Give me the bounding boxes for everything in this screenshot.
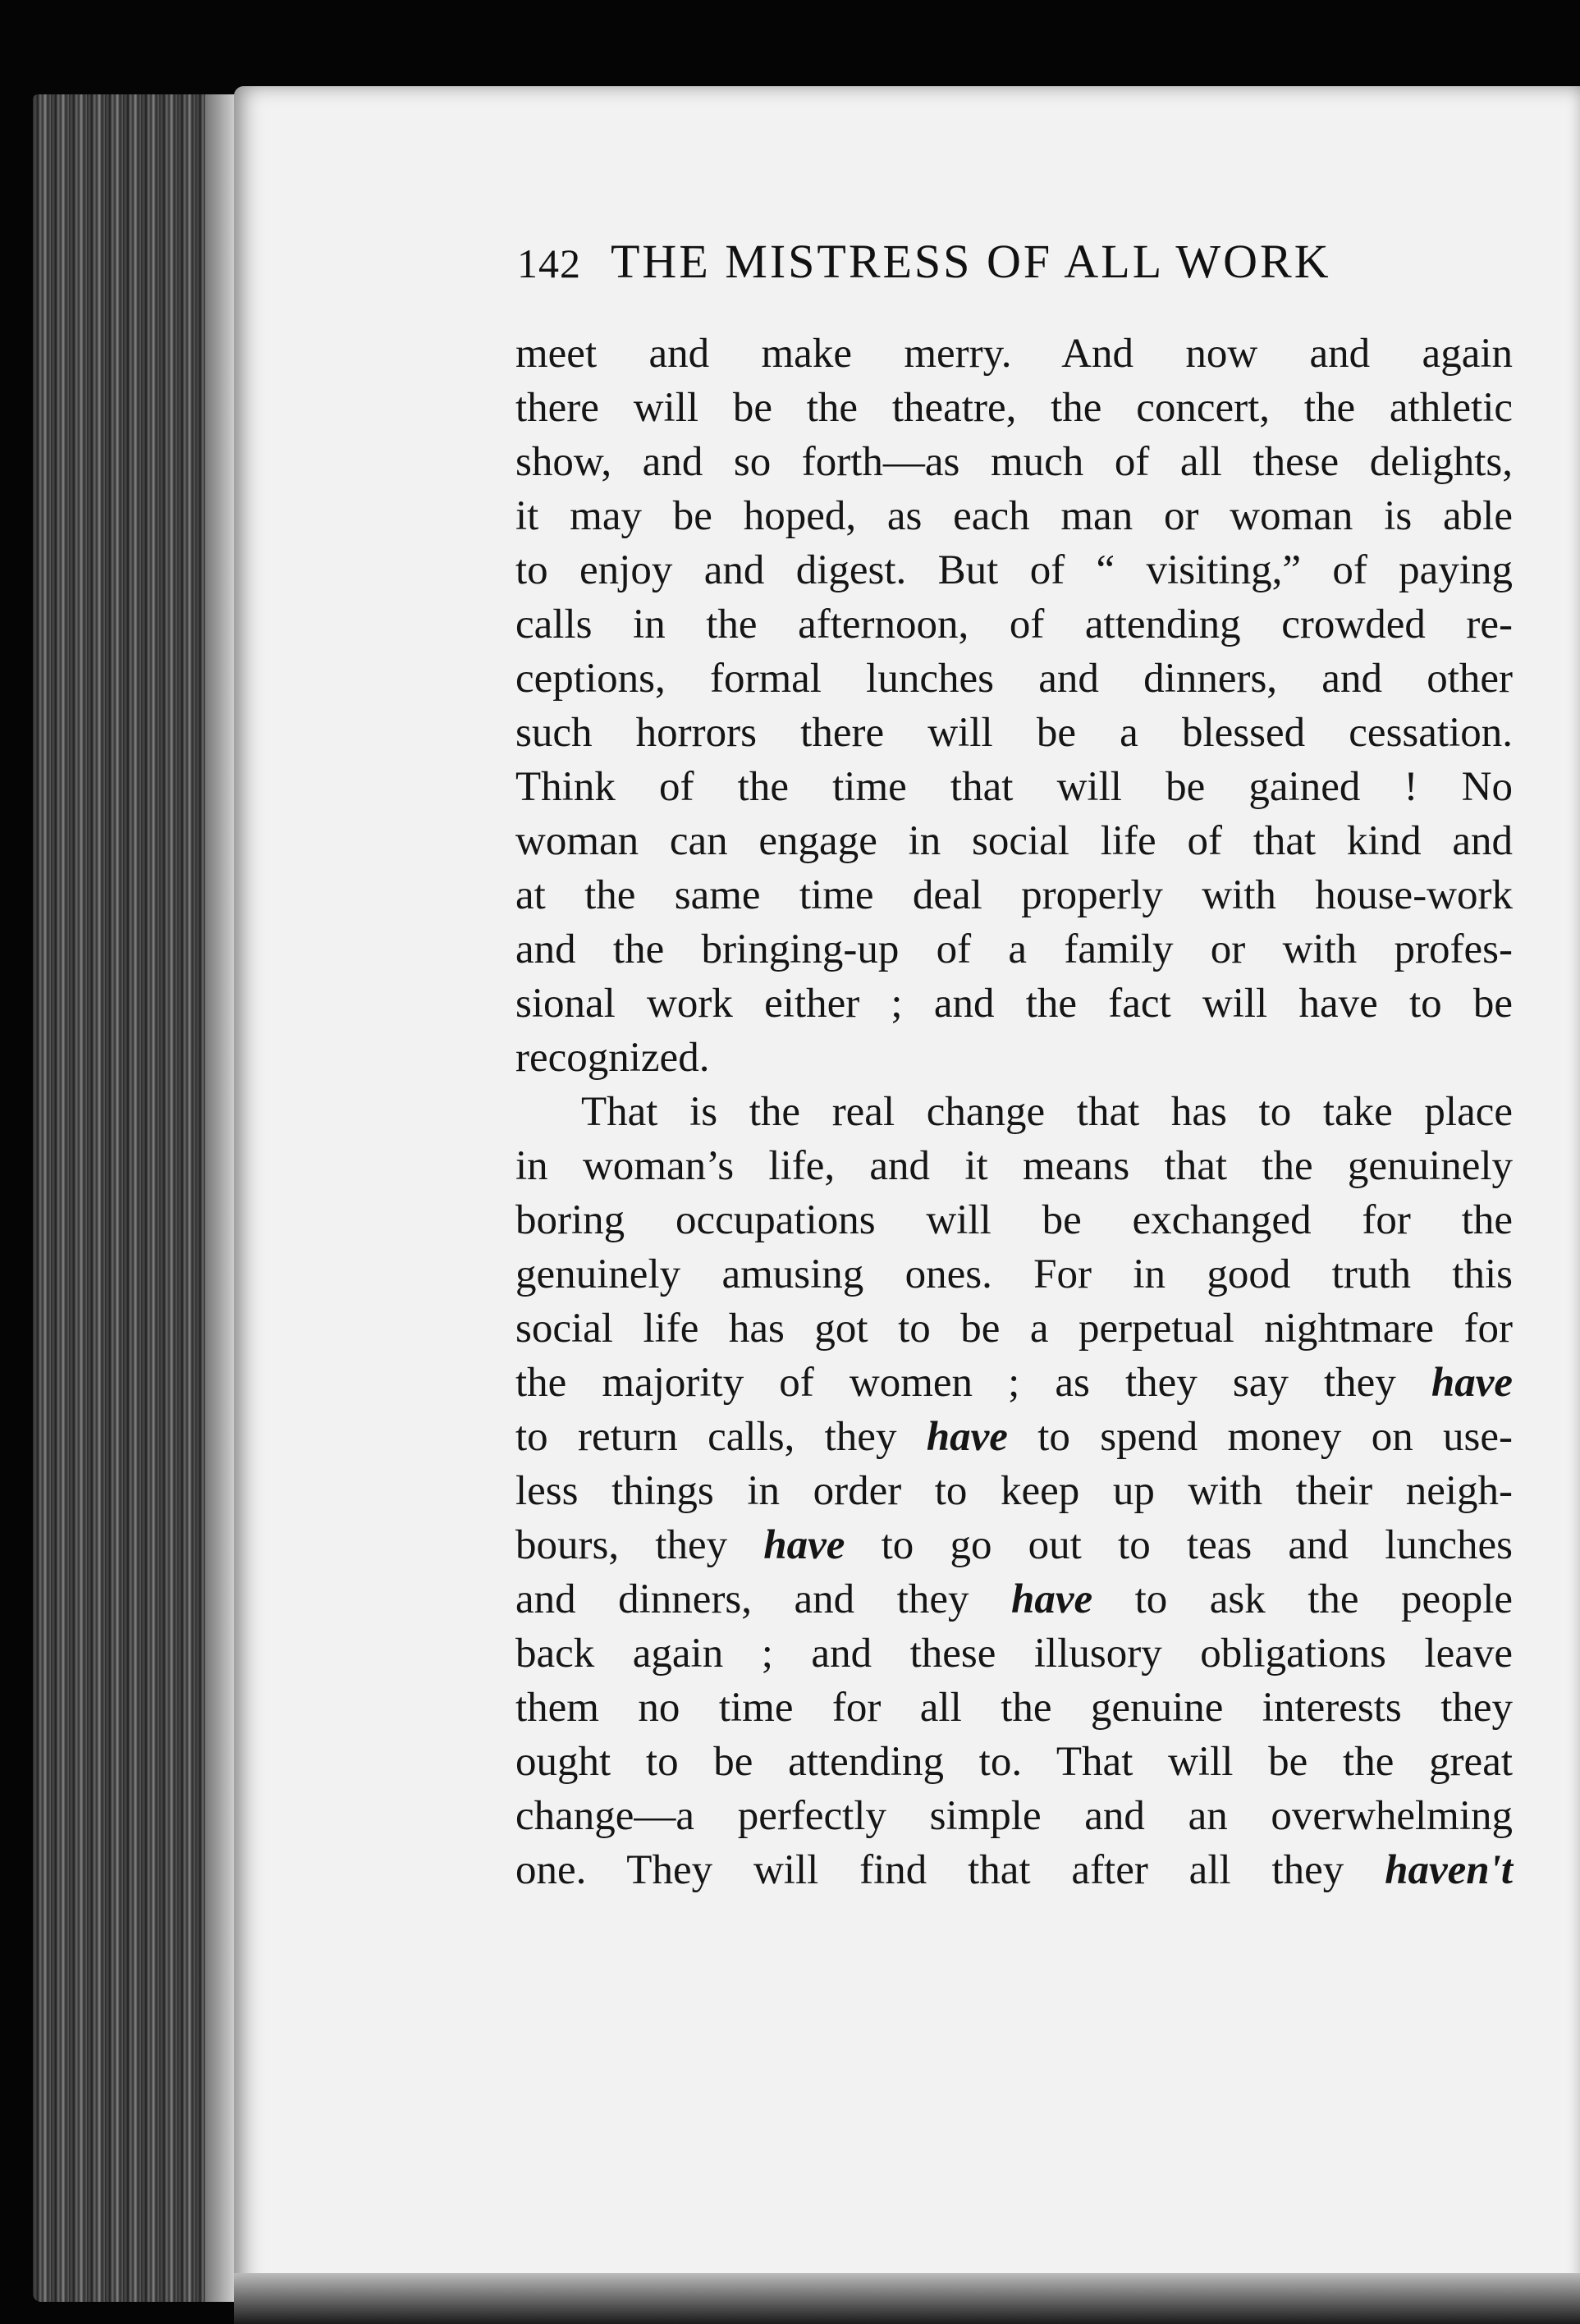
- text-line: and the bringing-up of a family or with profes-: [515, 926, 1513, 972]
- running-head: [517, 234, 1461, 289]
- text-line: recognized.: [515, 1035, 710, 1081]
- emphasis: have: [1431, 1360, 1513, 1406]
- text-line: show, and so forth—as much of all these delights,: [515, 439, 1513, 485]
- body-text: [515, 327, 1513, 1897]
- text-line: them no time for all the genuine interests they: [515, 1685, 1513, 1731]
- paragraph: [515, 327, 1513, 1085]
- text-line: sional work either ; and the fact will have to be: [515, 981, 1513, 1027]
- text-line: woman can engage in social life of that kind and: [515, 818, 1513, 864]
- book-page-edges: [33, 94, 238, 2302]
- text-line: and dinners, and they have to ask the people: [515, 1576, 1514, 1622]
- text-line: such horrors there will be a blessed cessation.: [515, 710, 1513, 756]
- text-line: meet and make merry. And now and again: [515, 331, 1513, 377]
- text-line: change—a perfectly simple and an overwhelming: [515, 1793, 1513, 1839]
- text-line: boring occupations will be exchanged for the: [515, 1197, 1513, 1243]
- text-line: at the same time deal properly with house-work: [515, 872, 1513, 918]
- text-line: calls in the afternoon, of attending crowded re-: [515, 602, 1513, 647]
- text-line: one. They will find that after all they haven't: [515, 1847, 1513, 1893]
- text-line: it may be hoped, as each man or woman is able: [515, 493, 1513, 539]
- text-line: genuinely amusing ones. For in good truth this: [515, 1251, 1513, 1297]
- text-line: back again ; and these illusory obligations leave: [515, 1631, 1513, 1677]
- text-line: ceptions, formal lunches and dinners, and other: [515, 656, 1513, 702]
- emphasis: have: [926, 1414, 1008, 1460]
- paragraph: [515, 1085, 1513, 1897]
- text-line: That is the real change that has to take place: [581, 1089, 1513, 1135]
- emphasis: haven't: [1385, 1847, 1513, 1893]
- text-line: bours, they have to go out to teas and lunches: [515, 1522, 1513, 1568]
- text-line: to return calls, they have to spend money on use-: [515, 1414, 1513, 1460]
- page-bottom-shadow: [234, 2273, 1580, 2324]
- running-title: THE MISTRESS OF ALL WORK: [611, 235, 1331, 288]
- text-line: ought to be attending to. That will be the great: [515, 1739, 1513, 1785]
- text-line: the majority of women ; as they say they have: [515, 1360, 1513, 1406]
- page-number: 142: [517, 240, 581, 286]
- text-line: in woman’s life, and it means that the genuinely: [515, 1143, 1513, 1189]
- text-line: there will be the theatre, the concert, the athletic: [515, 385, 1513, 431]
- emphasis: have: [1010, 1576, 1093, 1622]
- emphasis: have: [763, 1522, 845, 1568]
- text-line: less things in order to keep up with their neigh-: [515, 1468, 1513, 1514]
- text-line: social life has got to be a perpetual nightmare for: [515, 1306, 1513, 1352]
- text-line: Think of the time that will be gained ! No: [515, 764, 1513, 810]
- text-line: to enjoy and digest. But of “ visiting,” of paying: [515, 547, 1513, 593]
